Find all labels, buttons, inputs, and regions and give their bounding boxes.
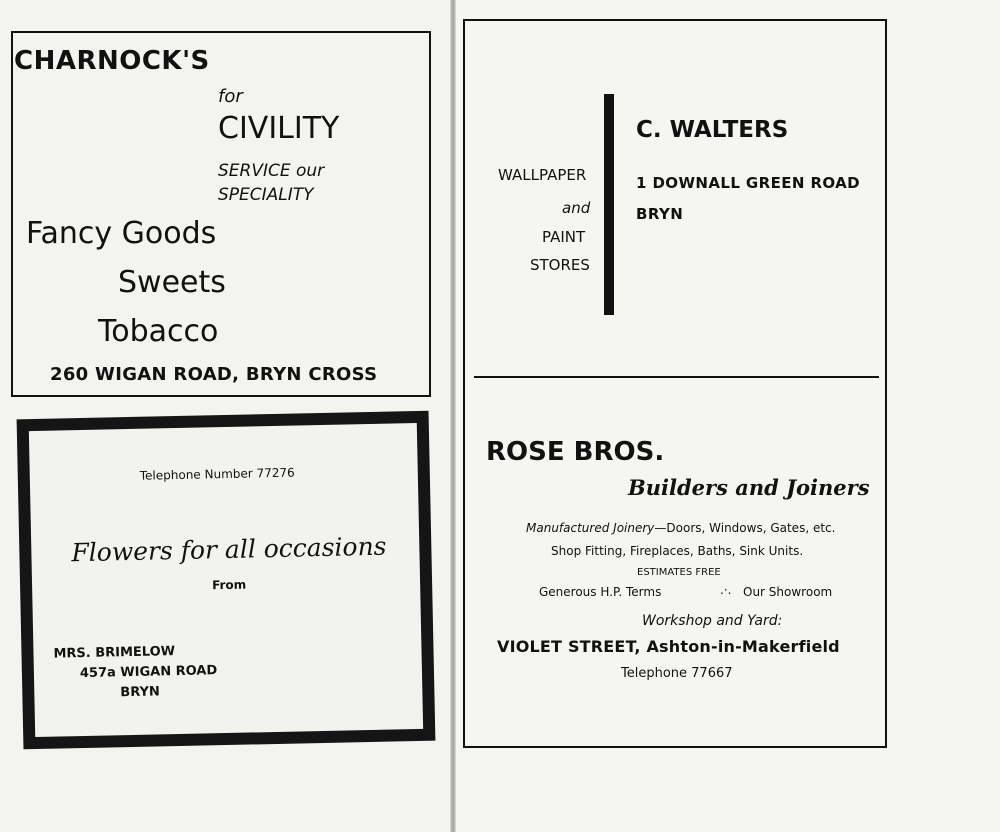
walters-product-stores: STORES (530, 256, 590, 274)
flowers-telephone: Telephone Number 77276 (139, 465, 295, 483)
rose-bros-shopfitting: Shop Fitting, Fireplaces, Baths, Sink Units. (551, 544, 804, 558)
flowers-headline: Flowers for all occasions (71, 531, 387, 568)
goods-fancy: Fancy Goods (26, 216, 217, 251)
rose-bros-telephone: Telephone 77667 (621, 666, 733, 681)
rose-bros-hp-terms: Generous H.P. Terms (539, 585, 662, 599)
rose-bros-separator: .·. (720, 583, 732, 597)
goods-tobacco: Tobacco (98, 314, 219, 349)
walters-vertical-bar (604, 94, 614, 315)
walters-road: 1 DOWNALL GREEN ROAD (636, 174, 860, 192)
walters-product-wallpaper: WALLPAPER (498, 166, 587, 184)
service-line-2: SPECIALITY (218, 185, 314, 205)
rose-bros-joinery (526, 521, 835, 535)
rose-bros-tagline: Builders and Joiners (628, 475, 870, 500)
walters-title: C. WALTERS (636, 117, 789, 143)
service-line-1: SERVICE our (218, 161, 325, 181)
flowers-road: 457a WIGAN ROAD (79, 663, 218, 682)
charnocks-service (218, 159, 324, 207)
rose-bros-address: VIOLET STREET, Ashton-in-Makerfield (497, 637, 840, 656)
ads-divider (474, 376, 879, 378)
joinery-label: Manufactured Joinery (526, 521, 655, 535)
charnocks-title: CHARNOCK'S (14, 46, 210, 76)
booklet-spine (450, 0, 456, 832)
rose-bros-showroom: Our Showroom (743, 585, 833, 599)
flowers-town: BRYN (120, 684, 161, 701)
flowers-ad (17, 411, 436, 750)
charnocks-civility: CIVILITY (218, 111, 340, 146)
charnocks-address: 260 WIGAN ROAD, BRYN CROSS (50, 364, 378, 385)
walters-town: BRYN (636, 205, 684, 223)
walters-product-paint: PAINT (542, 228, 586, 246)
flowers-from: From (211, 577, 247, 593)
rose-bros-workshop: Workshop and Yard: (642, 613, 783, 629)
charnocks-for: for (218, 86, 243, 107)
rose-bros-title: ROSE BROS. (486, 437, 665, 467)
walters-product-and: and (562, 199, 591, 217)
joinery-items: —Doors, Windows, Gates, etc. (654, 521, 836, 535)
flowers-owner-name: MRS. BRIMELOW (53, 644, 176, 662)
rose-bros-estimates: ESTIMATES FREE (637, 567, 721, 578)
goods-sweets: Sweets (118, 265, 226, 300)
